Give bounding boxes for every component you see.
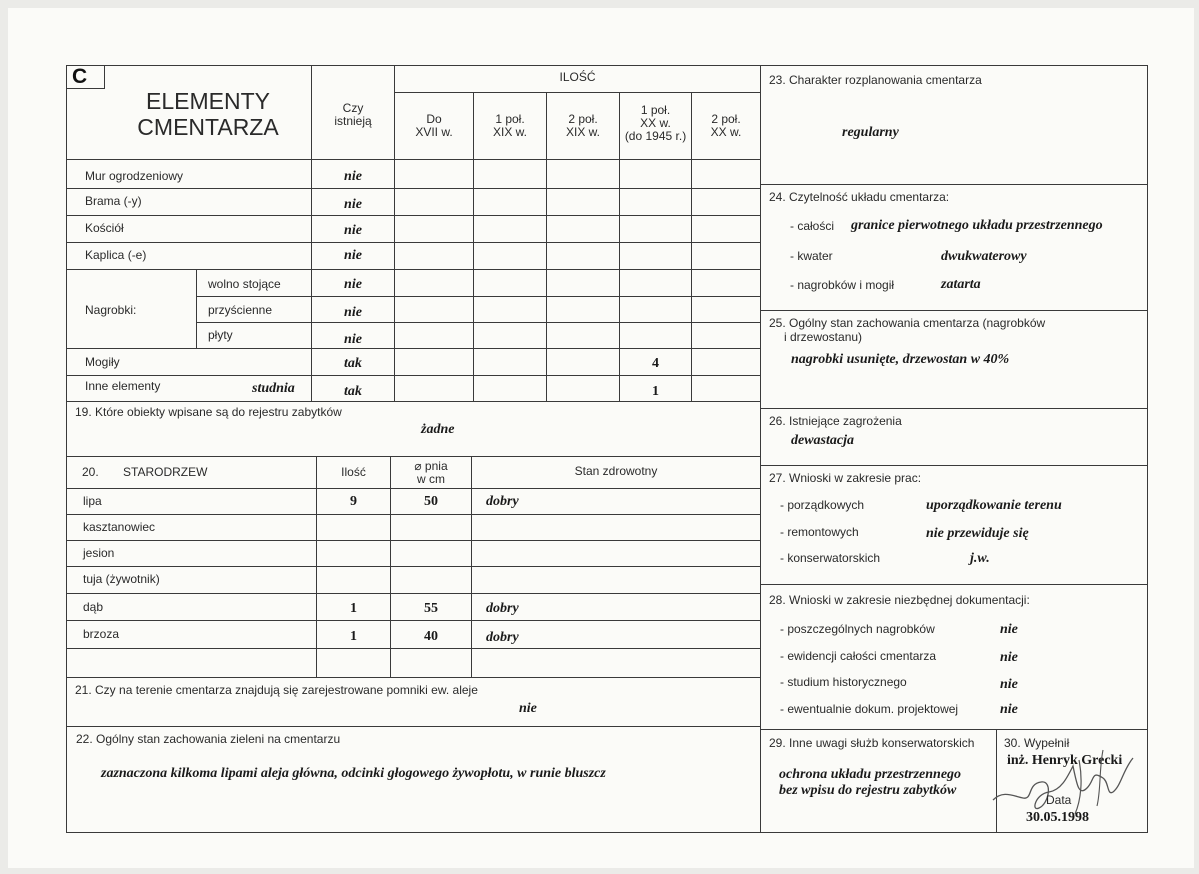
q26-label: 26. Istniejące zagrożenia [769,414,902,428]
q22-label: 22. Ogólny stan zachowania zieleni na cmentarzu [76,732,341,746]
q25-label-line-1: 25. Ogólny stan zachowania cmentarza (nagrobków [769,316,1046,330]
q28-item-label: - poszczególnych nagrobków [780,622,935,636]
element-label: Kaplica (-e) [85,248,147,262]
element-exists: nie [344,332,362,347]
element-label: Mogiły [85,355,120,369]
element-label: Inne elementy [85,379,161,393]
q27-item-label: - porządkowych [780,498,865,512]
tree-count-header: Ilość [341,465,366,479]
q24-item-answer: granice pierwotnego układu przestrzennego [851,218,1103,233]
q24-item-label: - kwater [790,249,833,263]
element-quantity: 1 [652,384,659,399]
q28-item-answer: nie [1000,702,1018,717]
elements-title-line-2: CMENTARZA [137,114,279,140]
q19-answer: żadne [421,422,455,437]
q28-item-answer: nie [1000,677,1018,692]
tree-table-title: STARODRZEW [123,465,208,479]
tree-table-number: 20. [82,465,99,479]
q24-label: 24. Czytelność układu cmentarza: [769,190,950,204]
q26-answer: dewastacja [791,433,854,448]
tree-count: 9 [350,494,357,509]
period-header: 1 poł. XX w. (do 1945 r.) [624,103,687,143]
q24-item-answer: zatarta [941,277,981,292]
element-exists: nie [344,197,362,212]
q28-item-label: - ewidencji całości cmentarza [780,649,937,663]
period-header: 1 poł. XIX w. [492,112,527,139]
q28-item-answer: nie [1000,622,1018,637]
element-label: Mur ogrodzeniowy [85,169,184,183]
tree-name: brzoza [83,627,120,641]
element-label: Nagrobki: [85,303,137,317]
tree-name: dąb [83,600,104,614]
q19-label: 19. Które obiekty wpisane są do rejestru zabytków [75,405,342,419]
tree-name: jesion [83,546,115,560]
period-header: 2 poł. XIX w. [565,112,600,139]
tree-count: 1 [350,601,357,616]
element-exists: nie [344,248,362,263]
element-exists: nie [344,305,362,320]
q29-answer-line-2: bez wpisu do rejestru zabytków [779,783,957,798]
col-exists-header: Czy istnieją [334,101,372,128]
element-exists: nie [344,277,362,292]
q27-item-answer: uporządkowanie terenu [926,498,1062,513]
element-value: studnia [252,381,295,396]
section-letter: C [72,65,88,88]
col-quantity-header: ILOŚĆ [559,70,596,84]
q28-label: 28. Wnioski w zakresie niezbędnej dokumentacji: [769,593,1030,607]
tree-diameter: 55 [424,601,438,616]
element-label: Kościół [85,221,124,235]
q29-label: 29. Inne uwagi służb konserwatorskich [769,736,975,750]
tree-health: dobry [486,494,519,509]
tree-diameter-header: ⌀ pnia w cm [414,459,448,486]
tree-health: dobry [486,630,519,645]
tree-count: 1 [350,629,357,644]
q22-answer: zaznaczona kilkoma lipami aleja główna, odcinki głogowego żywopłotu, w runie bluszcz [101,766,606,781]
period-header: 2 poł. XX w. [710,112,742,139]
q27-item-label: - konserwatorskich [780,551,881,565]
element-label: wolno stojące [208,277,281,291]
tree-diameter: 40 [424,629,438,644]
q27-label: 27. Wnioski w zakresie prac: [769,471,922,485]
element-label: przyścienne [208,303,273,317]
element-exists: nie [344,169,362,184]
q30-label: 30. Wypełnił [1004,736,1070,750]
element-exists: nie [344,223,362,238]
q25-label-line-2: i drzewostanu) [784,330,863,344]
tree-diameter: 50 [424,494,438,509]
tree-name: tuja (żywotnik) [83,572,160,586]
q25-answer: nagrobki usunięte, drzewostan w 40% [791,352,1010,367]
tree-name: lipa [83,494,102,508]
element-exists: tak [344,384,362,399]
q27-item-answer: nie przewiduje się [926,526,1029,541]
q28-item-answer: nie [1000,650,1018,665]
q27-item-answer: j.w. [970,551,990,566]
tree-name: kasztanowiec [83,520,156,534]
element-exists: tak [344,356,362,371]
q23-label: 23. Charakter rozplanowania cmentarza [769,73,982,87]
q21-answer: nie [519,701,537,716]
q24-item-label: - całości [790,219,835,233]
q30-name: inż. Henryk Grecki [1007,753,1123,768]
q23-answer: regularny [842,125,899,140]
q30-date-label: Data [1046,793,1072,807]
q27-item-label: - remontowych [780,525,859,539]
elements-title-line-1: ELEMENTY [146,88,270,114]
q24-item-answer: dwukwaterowy [941,249,1027,264]
q29-answer-line-1: ochrona układu przestrzennego [779,767,962,782]
q28-item-label: - studium historycznego [780,675,907,689]
q24-item-label: - nagrobków i mogił [790,278,895,292]
q21-label: 21. Czy na terenie cmentarza znajdują się zarejestrowane pomniki ew. aleje [75,683,478,697]
tree-health: dobry [486,601,519,616]
period-header: Do XVII w. [415,112,453,139]
q30-date: 30.05.1998 [1026,810,1089,825]
q28-item-label: - ewentualnie dokum. projektowej [780,702,959,716]
element-label: płyty [208,328,233,342]
element-label: Brama (-y) [85,194,142,208]
element-quantity: 4 [652,356,659,371]
tree-health-header: Stan zdrowotny [574,464,658,478]
survey-card [8,8,1194,868]
